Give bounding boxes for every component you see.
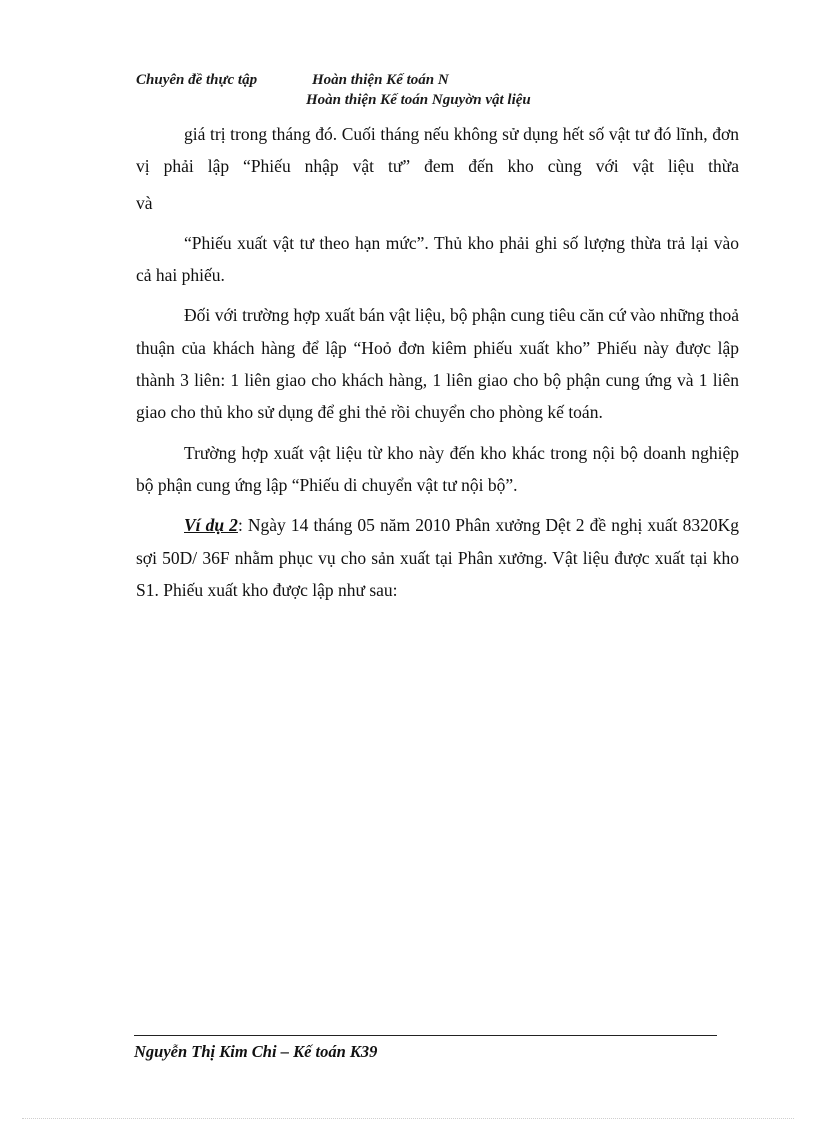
example-label: Ví dụ 2 [184, 515, 238, 536]
document-body [136, 118, 739, 614]
header-line-1 [136, 70, 756, 90]
paragraph-1-tail: và [136, 192, 153, 213]
page-header [136, 70, 756, 110]
footer-author: Nguyễn Thị Kim Chi – Kế toán K39 [134, 1042, 378, 1061]
example-paragraph [136, 509, 739, 606]
header-title-full: Hoàn thiện Kế toán Nguyờn vật liệu [306, 92, 531, 108]
paragraph-2: “Phiếu xuất vật tư theo hạn mức”. Thủ kho phải ghi số lượng thừa trả lại vào cả hai phiếu. [136, 232, 739, 286]
page-bottom-edge [22, 1118, 794, 1119]
paragraph-4: Trường hợp xuất vật liệu từ kho này đến kho khác trong nội bộ doanh nghiệp bộ phận cung ứng lập “Phiếu di chuyển vật tư nội bộ”. [136, 442, 739, 495]
example-text: : Ngày 14 tháng 05 năm 2010 Phân xưởng Dệt 2 đề nghị xuất 8320Kg sợi 50D/ 36F nhằm phục vụ cho sản xuất tại Phân xưởng. Vật liệu được xuất tại kho S1. Phiếu xuất kho được lập như sau: [136, 515, 739, 600]
header-report-type: Chuyên đề thực tập [136, 72, 258, 88]
footer-divider [134, 1035, 717, 1036]
paragraph-3: Đối với trường hợp xuất bán vật liệu, bộ phận cung tiêu căn cứ vào những thoả thuận của khách hàng để lập “Hoỏ đơn kiêm phiếu xuất kho” Phiếu này được lập thành 3 liên: 1 liên giao cho khách hàng, 1 liên giao cho bộ phận cung ứng và 1 liên giao cho thủ kho sử dụng để ghi thẻ rồi chuyển cho phòng kế toán. [136, 305, 739, 423]
header-title-short: Hoàn thiện Kế toán N [312, 72, 449, 88]
paragraph-1: giá trị trong tháng đó. Cuối tháng nếu không sử dụng hết số vật tư đó lĩnh, đơn vị phải lập “Phiếu nhập vật tư” đem đến kho cùng với vật liệu thừa [136, 124, 739, 177]
